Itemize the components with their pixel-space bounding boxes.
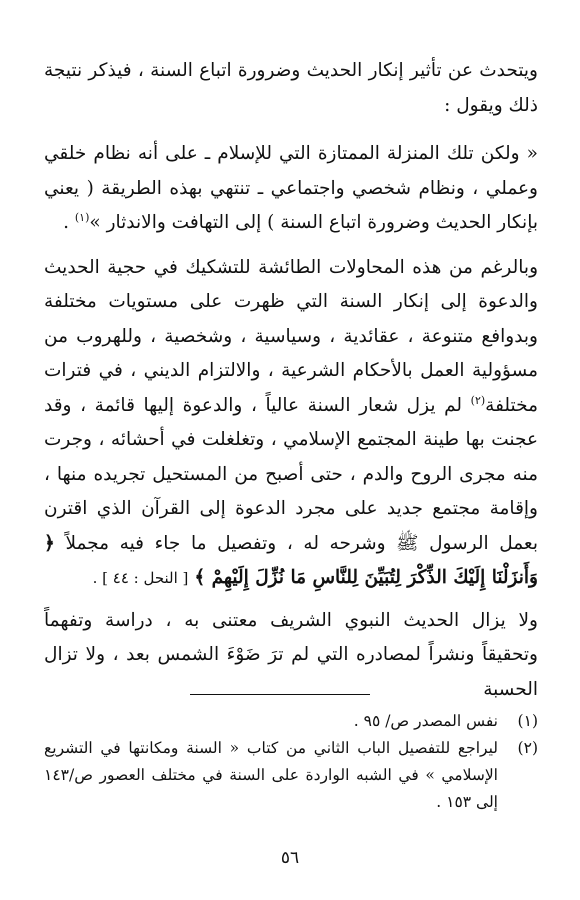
paragraph-1 — [44, 54, 538, 123]
paragraph-1-text: ويتحدث عن تأثير إنكار الحديث وضرورة اتباع السنة ، فيذكر نتيجة ذلك ويقول : — [44, 60, 538, 116]
footnote-2 — [44, 735, 538, 816]
paragraph-4 — [44, 604, 538, 708]
footnotes — [44, 708, 538, 816]
footnote-number: (١) — [517, 712, 538, 730]
footnote-number: (٢) — [517, 739, 538, 757]
quran-verse: ﴿ وَأَنزَلْنَا إِلَيْكَ الذِّكْرَ لِتُبَيِّنَ لِلنَّاسِ مَا نُزِّلَ إِلَيْهِمْ ﴾ — [44, 532, 538, 588]
footnote-ref-1: (١) — [74, 210, 90, 224]
paragraph-quote — [44, 137, 538, 241]
footnote-ref-2: (٢) — [470, 393, 486, 407]
footnote-1 — [44, 708, 538, 735]
footnote-divider — [190, 694, 370, 695]
quote-end: . — [63, 212, 75, 233]
quote-text: « ولكن تلك المنزلة الممتازة التي للإسلام ـ على أنه نظام خلقي وعملي ، ونظام شخصي واجتماعي ـ تنتهي بهذه الطريقة ( يعني بإنكار الحديث وضرورة اتباع السنة ) إلى التهافت والاندثار » — [44, 143, 538, 233]
paragraph-3 — [44, 251, 538, 596]
paragraph-3-text-b: لم يزل شعار السنة عالياً ، والدعوة إليها قائمة ، وقد عجنت بها طينة المجتمع الإسلامي ، وتغلغلت في أحشائه ، وجرت منه مجرى الروح والدم ، حتى أصبح من المستحيل تجريده منها ، وإقامة مجتمع جديد على مجرد الدعوة إلى القرآن الذي اقترن بعمل الرسول ﷺ وشرحه له ، وتفصيل ما جاء فيه مجملاً — [44, 394, 538, 554]
footnote-text: ليراجع للتفصيل الباب الثاني من كتاب « السنة ومكانتها في التشريع الإسلامي » في الشبه الواردة على السنة في مختلف العصور ص/١٤٣ إلى ١٥٣ . — [44, 739, 498, 811]
paragraph-4-text: ولا يزال الحديث النبوي الشريف معتنى به ، دراسة وتفهماً وتحقيقاً ونشراً لمصادره التي لم ترَ ضَوْءَ الشمس بعد ، ولا تزال الحسبة — [44, 609, 538, 700]
footnote-text: نفس المصدر ص/ ٩٥ . — [353, 712, 498, 730]
surah-reference: [ النحل : ٤٤ ] . — [92, 569, 189, 587]
page-number: ٥٦ — [280, 848, 300, 868]
paragraph-3-text-a: وبالرغم من هذه المحاولات الطائشة للتشكيك في حجية الحديث والدعوة إلى إنكار السنة التي ظهرت على مستويات مختلفة وبدوافع متنوعة ، عقائدية ، وسياسية ، وشخصية ، وللهروب من مسؤولية العمل بالأحكام الشرعية ، والالتزام الديني ، في فترات مختلفة — [44, 256, 538, 416]
